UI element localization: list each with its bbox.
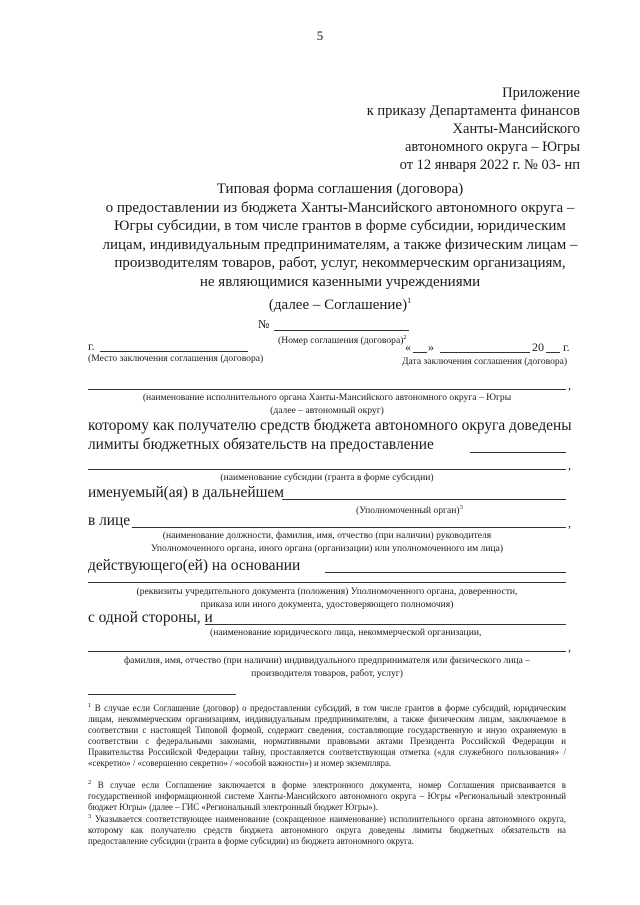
comma: , [568,640,571,654]
footnote-mark: 1 [407,295,412,305]
place-field[interactable] [100,351,248,352]
title-line: производителям товаров, работ, услуг, некоммерческим организациям, [114,255,566,272]
date-year-field[interactable] [546,352,560,353]
footnote-divider [88,694,236,695]
subsidy-field[interactable] [88,469,566,470]
date-year-suffix: г. [563,340,570,354]
number-caption: (Номер соглашения (договора)$^2$ [278,334,407,347]
document-title [70,180,610,314]
limits-text: лимиты бюджетных обязательств на предоставление [88,436,434,453]
basis-field[interactable] [325,572,566,573]
acting-label: действующего(ей) на основании [88,557,301,574]
title-line: о предоставлении из бюджета Ханты-Мансийского автономного округа – [105,199,575,216]
recipient-field[interactable] [205,624,566,625]
subsidy-caption: (наименование субсидии (гранта в форме субсидии) [220,472,434,483]
basis-field-2[interactable] [88,582,566,583]
limits-text: которому как получателю средств бюджета автономного округа доведены [88,417,572,434]
title-line: не являющимися казенными учреждениями [199,273,481,290]
basis-caption: приказа или иного документа, удостоверяющего полномочия) [200,599,454,610]
basis-caption: (реквизиты учредительного документа (положения) Уполномоченного органа, доверенности, [136,586,518,597]
appendix-line: Приложение [502,85,580,101]
date-close-quote: » [428,340,434,354]
date-month-field[interactable] [440,352,530,353]
date-year: 20 [532,340,544,354]
footnote: $^2$ В случае если Соглашение заключается в форме электронного документа, номер Соглашения присваивается в государственной информационной системе Ханты-Мансийского автономного округа – Югры «Региональный электронный бюджет Югры» (далее – ГИС «Региональный электронный бюджет Югры»). [88,779,566,812]
appendix-line: Ханты-Мансийского [452,121,580,137]
footnote: $^1$ В случае если Соглашение (договор) о предоставлении субсидий, в том числе грантов в форме субсидий, юридическим лицам, некоммерческим организациям, индивидуальным предпринимателям, а также физическим лицам, заключаемое в соответствии с настоящей Типовой формой, содержит сведения, составляющие государственную и иную охраняемую в соответствии с федеральными законами, нормативными правовыми актами Президента Российской Федерации и Правительства Российской Федерации тайну, проставляется соответствующая отметка («для служебного пользования» / «секретно» / «совершенно секретно» / «особой важности») и номер экземпляра. [88,702,566,768]
authorized-caption: (Уполномоченный орган)$^3$ [356,504,463,517]
agency-caption: (наименование исполнительного органа Ханты-Мансийского автономного округа – Югры [142,392,512,403]
recipient-caption: (наименование юридического лица, некоммерческой организации, [210,627,482,638]
number-sign: № [258,317,270,331]
page-number: 5 [316,28,324,43]
place-caption: (Место заключения соглашения (договора) [88,353,264,364]
title-line: (далее – Соглашение)$^1$ [268,295,412,313]
authorized-field[interactable] [282,499,566,500]
appendix-line: автономного округа – Югры [404,139,580,155]
city-prefix: г. [88,339,95,353]
title-line: Типовая форма соглашения (договора) [216,181,464,197]
date-caption: Дата заключения соглашения (договора) [402,356,568,367]
comma: , [568,516,571,530]
title-line: лицам, индивидуальным предпринимателям, а также физическим лицам – [102,236,578,253]
agency-field[interactable] [88,389,566,390]
number-field[interactable] [274,330,409,331]
person-caption: (наименование должности, фамилия, имя, отчество (при наличии) руководителя [162,530,492,541]
side-label: с одной стороны, и [88,609,213,626]
recipient-caption: фамилия, имя, отчество (при наличии) индивидуального предпринимателя или физического лица – [123,655,531,666]
date-day-field[interactable] [413,352,427,353]
recipient-caption: производителя товаров, работ, услуг) [251,668,403,679]
person-label: в лице [88,512,131,529]
agency-caption: (далее – автономный округ) [270,405,384,416]
date-open-quote: « [405,340,411,354]
person-field[interactable] [132,527,566,528]
footnote: $^3$ Указывается соответствующее наименование (сокращенное наименование) исполнительного органа автономного округа, которому как получателю средств бюджета автономного округа доведены лимиты бюджетных обязательств на предоставление субсидии (гранта в форме субсидии) из бюджета автономного округа. [88,813,566,846]
appendix-block [367,84,580,174]
named-label: именуемый(ая) в дальнейшем [88,484,285,501]
comma: , [568,378,571,392]
title-line: Югры субсидии, в том числе грантов в форме субсидии, юридическим [114,218,566,235]
appendix-line: от 12 января 2022 г. № 03- нп [399,157,580,173]
limits-field[interactable] [470,452,566,453]
appendix-line: к приказу Департамента финансов [366,103,580,119]
person-caption: Уполномоченного органа, иного органа (организации) или уполномоченного им лица) [150,543,504,554]
comma: , [568,458,571,472]
recipient-field-2[interactable] [88,651,566,652]
